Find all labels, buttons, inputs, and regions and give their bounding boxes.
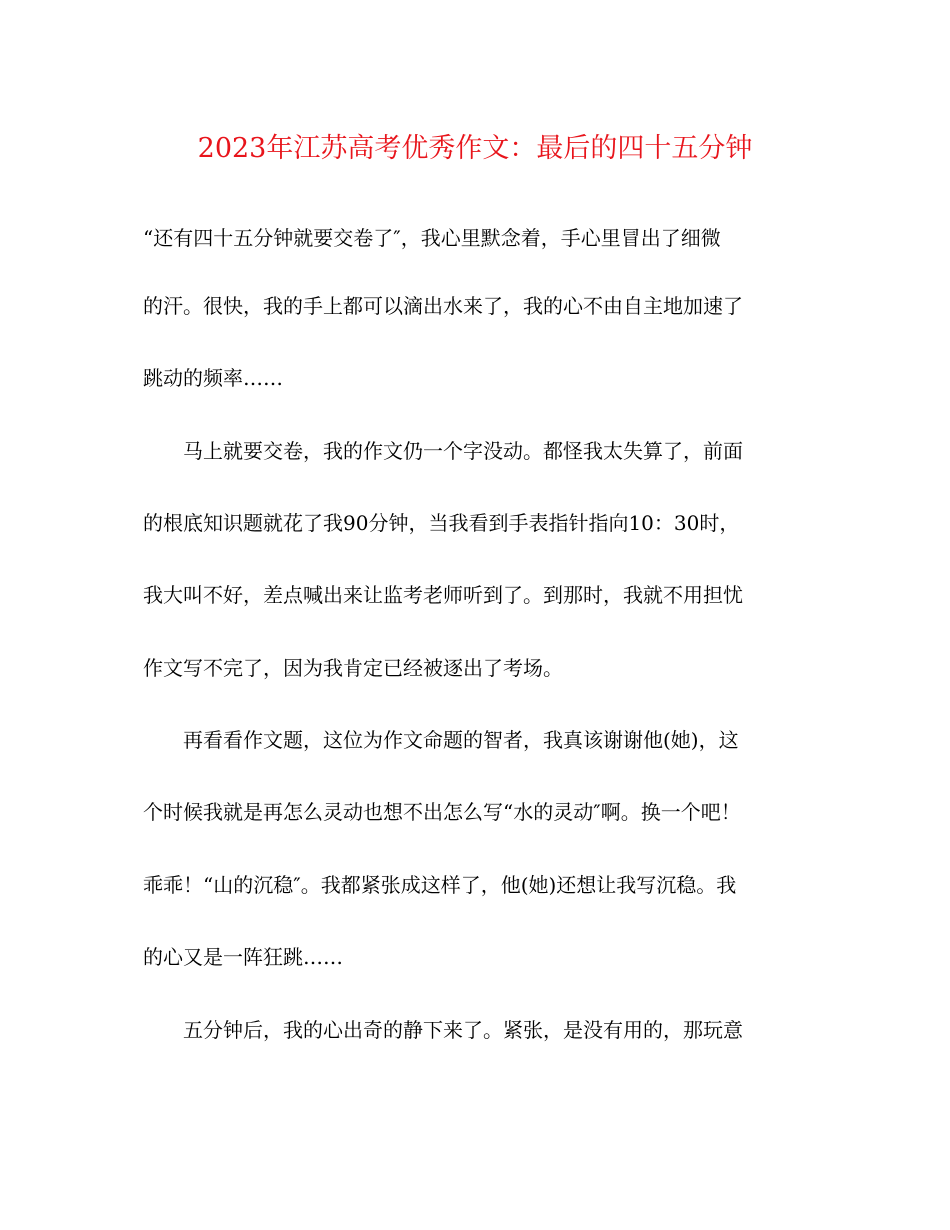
body-line: 作文写不完了，因为我肯定已经被逐出了考场。 xyxy=(143,656,563,680)
body-line: 的根底知识题就花了我90分钟，当我看到手表指针指向10：30时， xyxy=(143,511,740,535)
body-line: 五分钟后，我的心出奇的静下来了。紧张，是没有用的，那玩意 xyxy=(143,1018,743,1042)
body-line: 我大叫不好，差点喊出来让监考老师听到了。到那时，我就不用担忧 xyxy=(143,583,743,607)
body-line: 马上就要交卷，我的作文仍一个字没动。都怪我太失算了，前面 xyxy=(143,439,743,463)
body-line: 个时候我就是再怎么灵动也想不出怎么写“水的灵动″啊。换一个吧！ xyxy=(143,800,741,824)
body-line: 跳动的频率…… xyxy=(143,366,283,390)
body-line: 的汗。很快，我的手上都可以滴出水来了，我的心不由自主地加速了 xyxy=(143,294,743,318)
body-line: “还有四十五分钟就要交卷了″，我心里默念着，手心里冒出了细微 xyxy=(143,226,721,250)
body-line: 再看看作文题，这位为作文命题的智者，我真该谢谢他(她)，这 xyxy=(143,728,739,752)
document-title: 2023年江苏高考优秀作文：最后的四十五分钟 xyxy=(197,133,753,164)
body-line: 的心又是一阵狂跳…… xyxy=(143,945,343,969)
body-line: 乖乖！“山的沉稳″。我都紧张成这样了，他(她)还想让我写沉稳。我 xyxy=(143,873,737,897)
